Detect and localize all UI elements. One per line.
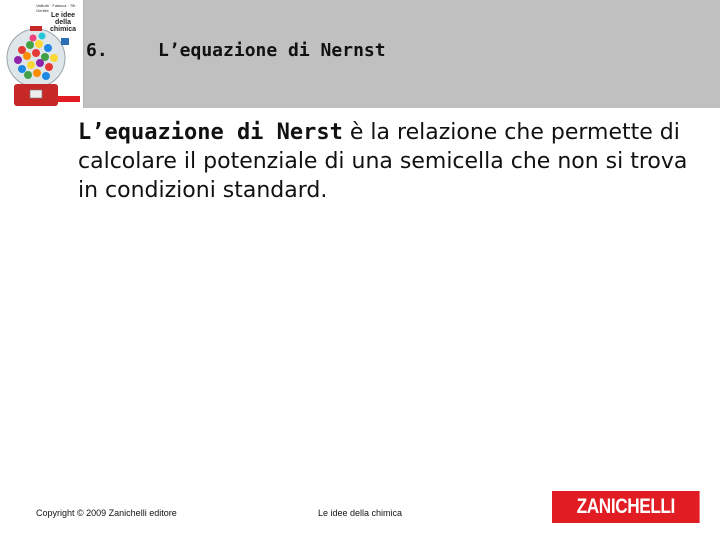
footer-book-title: Le idee della chimica [318,508,403,518]
body-paragraph [78,118,708,205]
body-text-rest: è la relazione che permette di calcolare il potenziale di una semicella che non si trova in condizioni standard. [78,120,688,203]
page-title: L’equazione di Nernst [158,40,386,61]
key-term: L’equazione di Nerst [78,120,343,145]
zanichelli-logo: ZANICHELLI [552,491,700,523]
book-cover [0,0,84,108]
footer-copyright: Copyright © 2009 Zanichelli editore [36,508,177,518]
section-number: 6. [86,40,108,61]
cover-title: Le idee della chimica [49,12,77,33]
cover-authors: Valitutti · Falasca · Tifi · Gentile [36,3,78,13]
